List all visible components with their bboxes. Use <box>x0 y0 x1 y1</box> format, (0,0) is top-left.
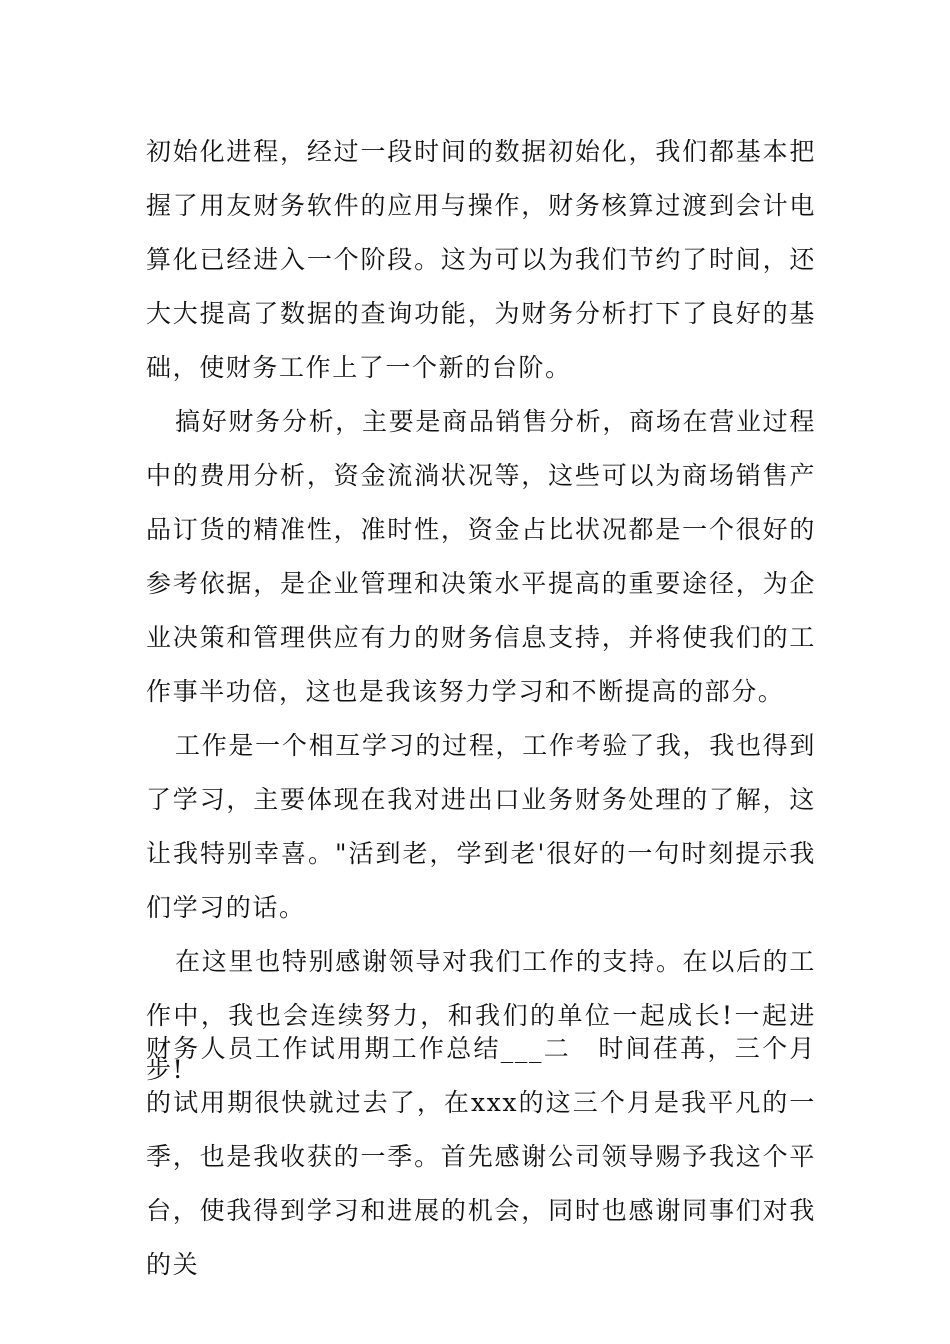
paragraph-3: 工作是一个相互学习的过程，工作考验了我，我也得到了学习，主要体现在我对进出口业务财务处理的了解，这让我特别幸喜。"活到老，学到老'很好的一句时刻提示我们学习的话。 <box>146 731 816 922</box>
paragraph-2: 搞好财务分析，主要是商品销售分析，商场在营业过程中的费用分析，资金流淌状况等，这些可以为商场销售产品订货的精准性，准时性，资金占比状况都是一个很好的参考依据，是企业管理和决策水平提高的重要途径，为企业决策和管理供应有力的财务信息支持，并将使我们的工作事半功倍，这也是我该努力学习和不断提高的部分。 <box>146 407 816 706</box>
paragraph-4: 在这里也特别感谢领导对我们工作的支持。在以后的工作中，我也会连续努力，和我们的单位一起成长!一起进步! <box>146 947 816 1084</box>
document-body <box>146 125 816 1097</box>
second-section <box>146 1022 816 1292</box>
second-section-paragraph: 财务人员工作试用期工作总结___二 时间荏苒，三个月的试用期很快就过去了，在xxx的这三个月是我平凡的一季，也是我收获的一季。首先感谢公司领导赐予我这个平台，使我得到学习和进展的机会，同时也感谢同事们对我的关 <box>146 1034 816 1279</box>
paragraph-1: 初始化进程，经过一段时间的数据初始化，我们都基本把握了用友财务软件的应用与操作，财务核算过渡到会计电算化已经进入一个阶段。这为可以为我们节约了时间，还大大提高了数据的查询功能，为财务分析打下了良好的基础，使财务工作上了一个新的台阶。 <box>146 137 816 382</box>
